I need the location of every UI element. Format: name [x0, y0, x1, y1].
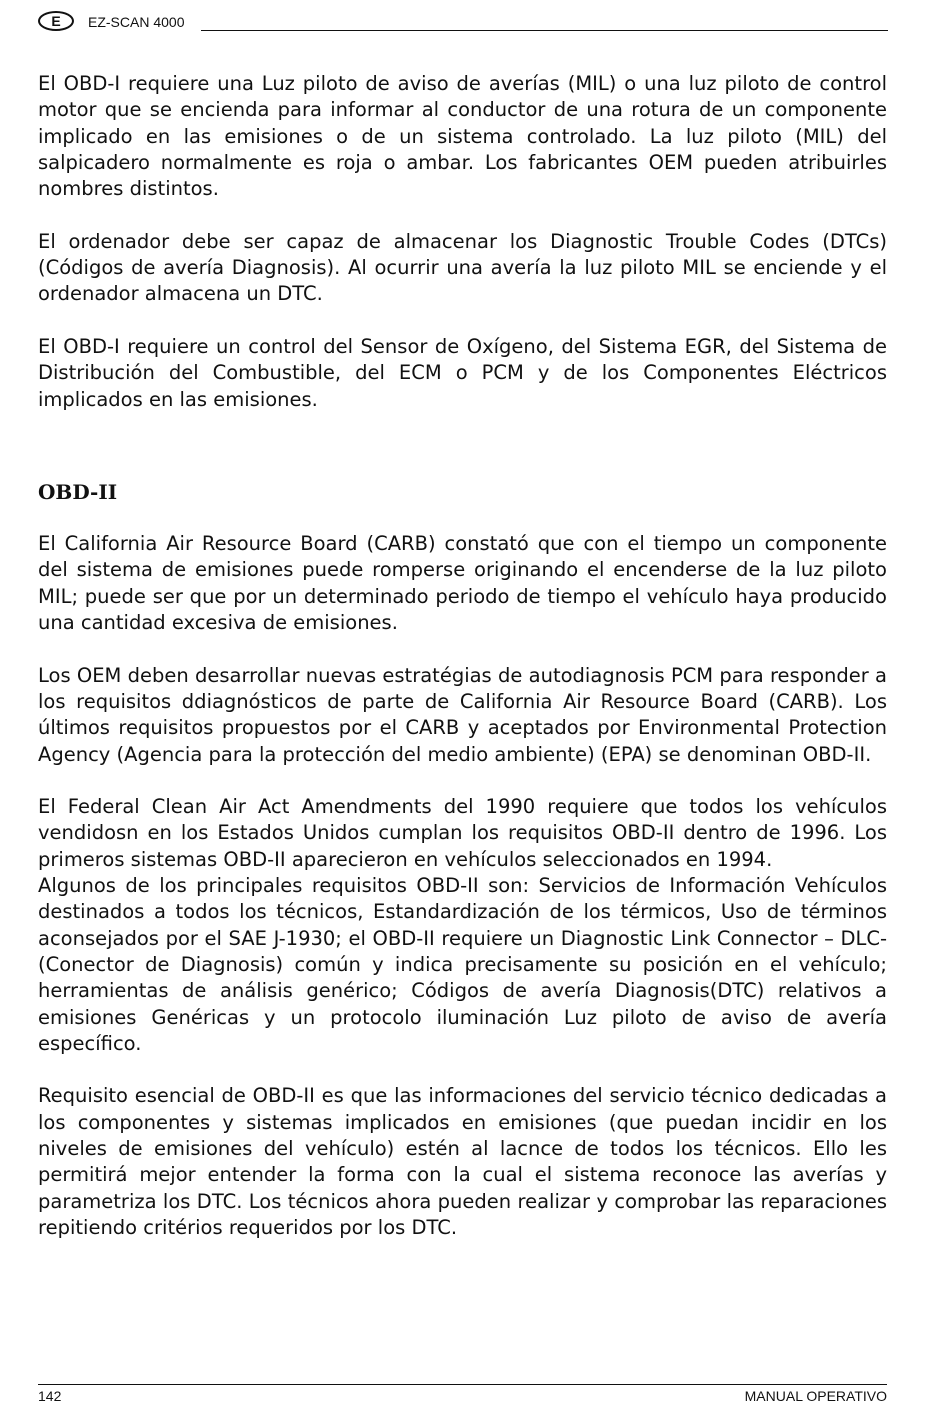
language-badge: E	[38, 11, 74, 31]
page-number: 142	[38, 1388, 62, 1404]
page-content	[38, 71, 887, 1241]
paragraph-carb: El California Air Resource Board (CARB) constató que con el tiempo un componente del sistema de emisiones puede romperse originando el encenderse de la luz piloto MIL; puede ser que por un determinado periodo de tiempo el vehículo haya producido una cantidad excesiva de emisiones.	[38, 532, 887, 635]
footer-rule	[38, 1384, 887, 1385]
page-header	[38, 10, 888, 36]
paragraph-dtc-storage: El ordenador debe ser capaz de almacenar los Diagnostic Trouble Codes (DTCs) (Códigos de avería Diagnosis). Al ocurrir una avería la luz piloto MIL se enciende y el ordenador almacena un DTC.	[38, 229, 887, 306]
paragraph-service-info: Requisito esencial de OBD-II es que las informaciones del servicio técnico dedicadas a los componentes y sistemas implicados en emisiones (que puedan incidir en los niveles de emisiones del vehículo) estén al lacnce de todos los técnicos. Ello les permitirá mejor entender la forma con la cual el sistema reconoce las averías y parametriza los DTC. Los técnicos ahora pueden realizar y comprobar las reparaciones repitiendo critérios requeridos por los DTC.	[38, 1084, 887, 1239]
product-name: EZ-SCAN 4000	[88, 14, 185, 30]
paragraph-clean-air-act: El Federal Clean Air Act Amendments del 1990 requiere que todos los vehículos vendidosn en los Estados Unidos cumplan los requisitos OBD-II dentro de 1996. Los primeros sistemas OBD-II aparecieron en vehículos seleccionados en 1994.	[38, 795, 887, 871]
paragraph-obd1-mil: El OBD-I requiere una Luz piloto de aviso de averías (MIL) o una luz piloto de control motor que se encienda para informar al conductor de una rotura de un componente implicado en las emisiones o de un sistema controlado. La luz piloto (MIL) del salpicadero normalmente es roja o ambar. Los fabricantes OEM pueden atribuirles nombres distintos.	[38, 72, 887, 201]
paragraph-obd1-controls: El OBD-I requiere un control del Sensor de Oxígeno, del Sistema EGR, del Sistema de Distribución del Combustible, del ECM o PCM y de los Componentes Eléctricos implicados en las emisiones.	[38, 334, 887, 411]
header-rule	[201, 30, 888, 31]
paragraph-oem: Los OEM deben desarrollar nuevas estratégias de autodiagnosis PCM para responder a los requisitos ddiagnósticos de parte de California Air Resource Board (CARB). Los últimos requisitos propuestos por el CARB y aceptados por Environmental Protection Agency (Agencia para la protección del medio ambiente) (EPA) se denominan OBD-II.	[38, 663, 887, 766]
footer-title: MANUAL OPERATIVO	[744, 1388, 887, 1404]
section-heading-obd2: OBD-II	[38, 479, 118, 504]
paragraph-requirements: Algunos de los principales requisitos OBD-II son: Servicios de Información Vehículos destinados a todos los técnicos, Estandardización de los térmicos, Uso de términos aconsejados por el SAE J-1930; el OBD-II requiere un Diagnostic Link Connector – DLC- (Conector de Diagnosis) común y indica precisamente su posición en el vehículo; herramientas de análisis genérico; Códigos de avería Diagnosis(DTC) relativos a emisiones Genéricas y un protocolo iluminación Luz piloto de aviso de avería específico.	[38, 874, 887, 1055]
